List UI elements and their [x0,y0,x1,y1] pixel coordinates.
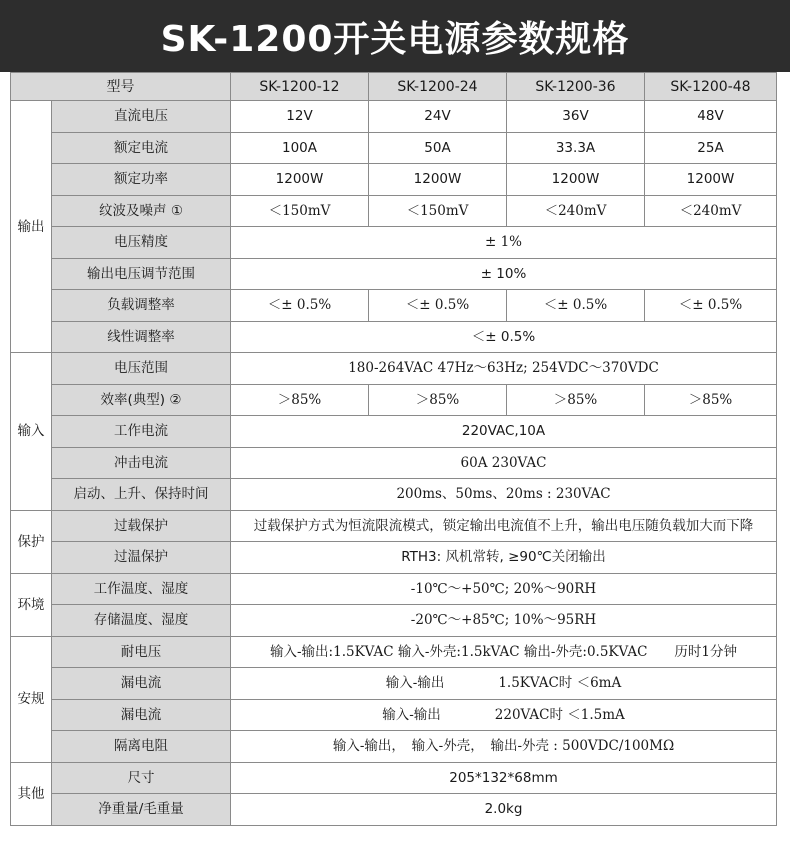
cell-value: 1200W [369,164,507,196]
row-label: 效率(典型) ② [52,384,231,416]
cell-value: 180-264VAC 47Hz～63Hz; 254VDC～370VDC [231,353,777,385]
table-row [11,447,777,479]
table-row [11,227,777,259]
model-header: SK-1200-36 [507,73,645,101]
cell-value: 1200W [231,164,369,196]
spec-table [10,72,777,826]
cell-value: 33.3A [507,132,645,164]
cell-value: 100A [231,132,369,164]
table-row [11,636,777,668]
cell-value: ＜± 0.5% [231,290,369,322]
table-row [11,164,777,196]
cell-value: ＜240mV [645,195,777,227]
row-label: 净重量/毛重量 [52,794,231,826]
page-title: SK-1200开关电源参数规格 [160,18,630,60]
cell-value: -20℃～+85℃; 10%～95RH [231,605,777,637]
table-row [11,290,777,322]
cell-value: 205*132*68mm [231,762,777,794]
cell-value: 输入-输出:1.5KVAC 输入-外壳:1.5kVAC 输出-外壳:0.5KVAC 历时1分钟 [231,636,777,668]
cell-value: ＜240mV [507,195,645,227]
row-label: 线性调整率 [52,321,231,353]
row-label: 漏电流 [52,668,231,700]
table-row [11,731,777,763]
row-label: 负载调整率 [52,290,231,322]
cell-value: ＞85% [231,384,369,416]
cell-value: ＜± 0.5% [645,290,777,322]
row-label: 电压范围 [52,353,231,385]
cell-value: 输入-输出 220VAC时 ＜1.5mA [231,699,777,731]
cell-value: 过载保护方式为恒流限流模式，锁定输出电流值不上升，输出电压随负载加大而下降 [231,510,777,542]
cell-value: 2.0kg [231,794,777,826]
table-row [11,258,777,290]
cell-value: 25A [645,132,777,164]
table-row [11,195,777,227]
cell-value: ＜150mV [231,195,369,227]
row-label: 输出电压调节范围 [52,258,231,290]
table-row [11,542,777,574]
cell-value: ＜± 0.5% [231,321,777,353]
row-label: 冲击电流 [52,447,231,479]
table-row [11,605,777,637]
header-label: 型号 [11,73,231,101]
cell-value: ＜± 0.5% [369,290,507,322]
cell-value: 200ms、50ms、20ms : 230VAC [231,479,777,511]
cell-value: ＜150mV [369,195,507,227]
cell-value: 50A [369,132,507,164]
table-row [11,132,777,164]
cell-value: ＞85% [507,384,645,416]
table-row [11,762,777,794]
row-label: 尺寸 [52,762,231,794]
model-header: SK-1200-48 [645,73,777,101]
row-label: 隔离电阻 [52,731,231,763]
cell-value: -10℃～+50℃; 20%～90RH [231,573,777,605]
table-row [11,101,777,133]
table-row [11,321,777,353]
row-label: 工作电流 [52,416,231,448]
row-label: 漏电流 [52,699,231,731]
table-row [11,353,777,385]
cell-value: 220VAC,10A [231,416,777,448]
category-other: 其他 [11,762,52,825]
cell-value: 输入-输出， 输入-外壳， 输出-外壳 : 500VDC/100MΩ [231,731,777,763]
row-label: 直流电压 [52,101,231,133]
cell-value: 1200W [645,164,777,196]
category-output: 输出 [11,101,52,353]
row-label: 额定电流 [52,132,231,164]
table-row [11,668,777,700]
row-label: 额定功率 [52,164,231,196]
table-header-row [11,73,777,101]
model-header: SK-1200-24 [369,73,507,101]
row-label: 过载保护 [52,510,231,542]
row-label: 纹波及噪声 ① [52,195,231,227]
cell-value: 36V [507,101,645,133]
cell-value: ＞85% [369,384,507,416]
model-header: SK-1200-12 [231,73,369,101]
row-label: 存储温度、湿度 [52,605,231,637]
table-row [11,479,777,511]
category-protection: 保护 [11,510,52,573]
cell-value: 1200W [507,164,645,196]
title-banner [0,0,790,72]
cell-value: 48V [645,101,777,133]
table-row [11,384,777,416]
cell-value: ＜± 0.5% [507,290,645,322]
row-label: 工作温度、湿度 [52,573,231,605]
table-row [11,794,777,826]
table-row [11,573,777,605]
cell-value: ＞85% [645,384,777,416]
cell-value: 12V [231,101,369,133]
category-safety: 安规 [11,636,52,762]
table-row [11,416,777,448]
cell-value: ± 1% [231,227,777,259]
row-label: 启动、上升、保持时间 [52,479,231,511]
row-label: 过温保护 [52,542,231,574]
cell-value: 60A 230VAC [231,447,777,479]
category-environment: 环境 [11,573,52,636]
table-row [11,510,777,542]
table-row [11,699,777,731]
cell-value: RTH3: 风机常转, ≥90℃关闭输出 [231,542,777,574]
category-input: 输入 [11,353,52,511]
cell-value: ± 10% [231,258,777,290]
row-label: 耐电压 [52,636,231,668]
cell-value: 24V [369,101,507,133]
cell-value: 输入-输出 1.5KVAC时 ＜6mA [231,668,777,700]
row-label: 电压精度 [52,227,231,259]
